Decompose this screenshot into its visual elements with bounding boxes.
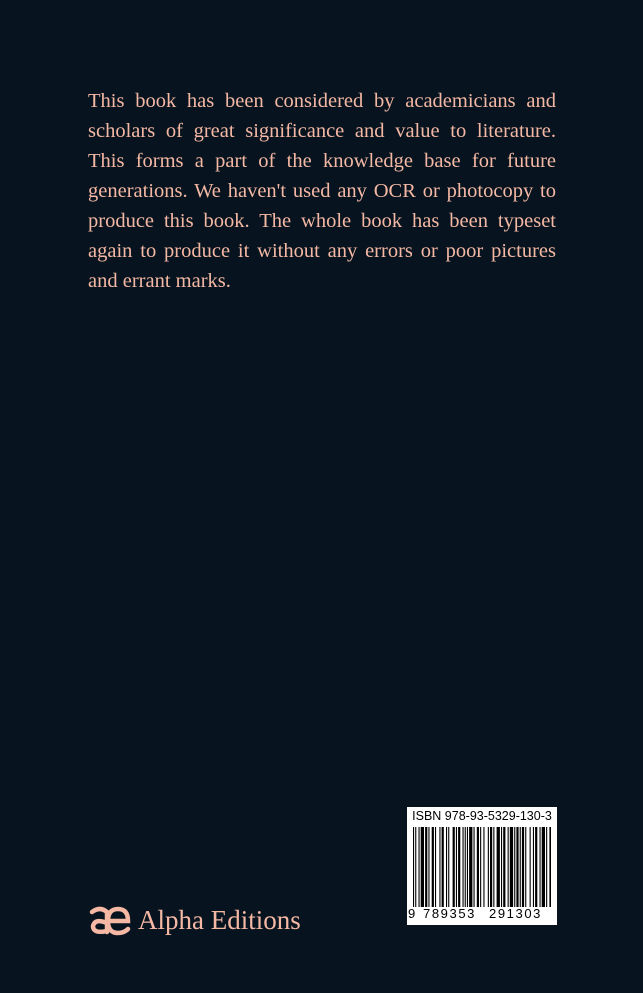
barcode-bar — [525, 827, 526, 907]
barcode-bar — [501, 827, 502, 907]
barcode-bar — [415, 827, 416, 907]
barcode-bar — [458, 827, 460, 907]
barcode-bar — [530, 827, 531, 907]
barcode-bar — [474, 827, 475, 907]
blurb-text: This book has been considered by academicians and scholars of great significance and value to literature. This forms a part of the knowledge base for future generations. We haven't used any OCR or photocopy to produce this book. The whole book has been typeset again to produce it without any errors or poor pictures and errant marks. — [88, 90, 556, 292]
barcode-bar — [442, 827, 444, 907]
barcode-bar — [522, 827, 524, 907]
barcode-bar — [510, 827, 513, 907]
barcode-bar — [520, 827, 521, 907]
barcode-bar — [421, 827, 424, 907]
barcode-bar — [477, 827, 479, 907]
publisher-name: Alpha Editions — [138, 904, 301, 935]
barcode-bar — [469, 827, 472, 907]
barcode-bars — [413, 827, 551, 907]
barcode-bar — [425, 827, 427, 907]
barcode-bar — [413, 827, 414, 907]
isbn-label: ISBN 978-93-5329-130-3 — [412, 809, 552, 823]
barcode-bar — [463, 827, 464, 907]
publisher-mark — [88, 900, 301, 940]
isbn-barcode — [407, 807, 557, 925]
barcode-bar — [456, 827, 457, 907]
barcode-bar — [446, 827, 447, 907]
barcode-first-digit: 9 — [408, 906, 416, 921]
barcode-digits — [407, 906, 557, 922]
ae-ligature-icon — [88, 903, 132, 937]
barcode-left-digits: 789353 — [423, 906, 476, 921]
barcode-bar — [480, 827, 481, 907]
barcode-bar — [508, 827, 509, 907]
barcode-bar — [542, 827, 545, 907]
barcode-bar — [432, 827, 434, 907]
barcode-bar — [439, 827, 440, 907]
barcode-bar — [428, 827, 429, 907]
barcode-bar — [535, 827, 537, 907]
barcode-bar — [546, 827, 547, 907]
barcode-bar — [483, 827, 484, 907]
barcode-bar — [435, 827, 436, 907]
barcode-bar — [453, 827, 455, 907]
barcode-bar — [448, 827, 449, 907]
barcode-bar — [540, 827, 541, 907]
barcode-bar — [490, 827, 492, 907]
barcode-bar — [419, 827, 420, 907]
barcode-bar — [516, 827, 518, 907]
barcode-bar — [503, 827, 505, 907]
barcode-bar — [467, 827, 468, 907]
barcode-bar — [465, 827, 466, 907]
barcode-bar — [533, 827, 534, 907]
barcode-bar — [497, 827, 500, 907]
barcode-bar — [514, 827, 515, 907]
barcode-bar — [488, 827, 489, 907]
barcode-bar — [493, 827, 494, 907]
barcode-bar — [549, 827, 551, 907]
barcode-right-digits: 291303 — [489, 906, 542, 921]
